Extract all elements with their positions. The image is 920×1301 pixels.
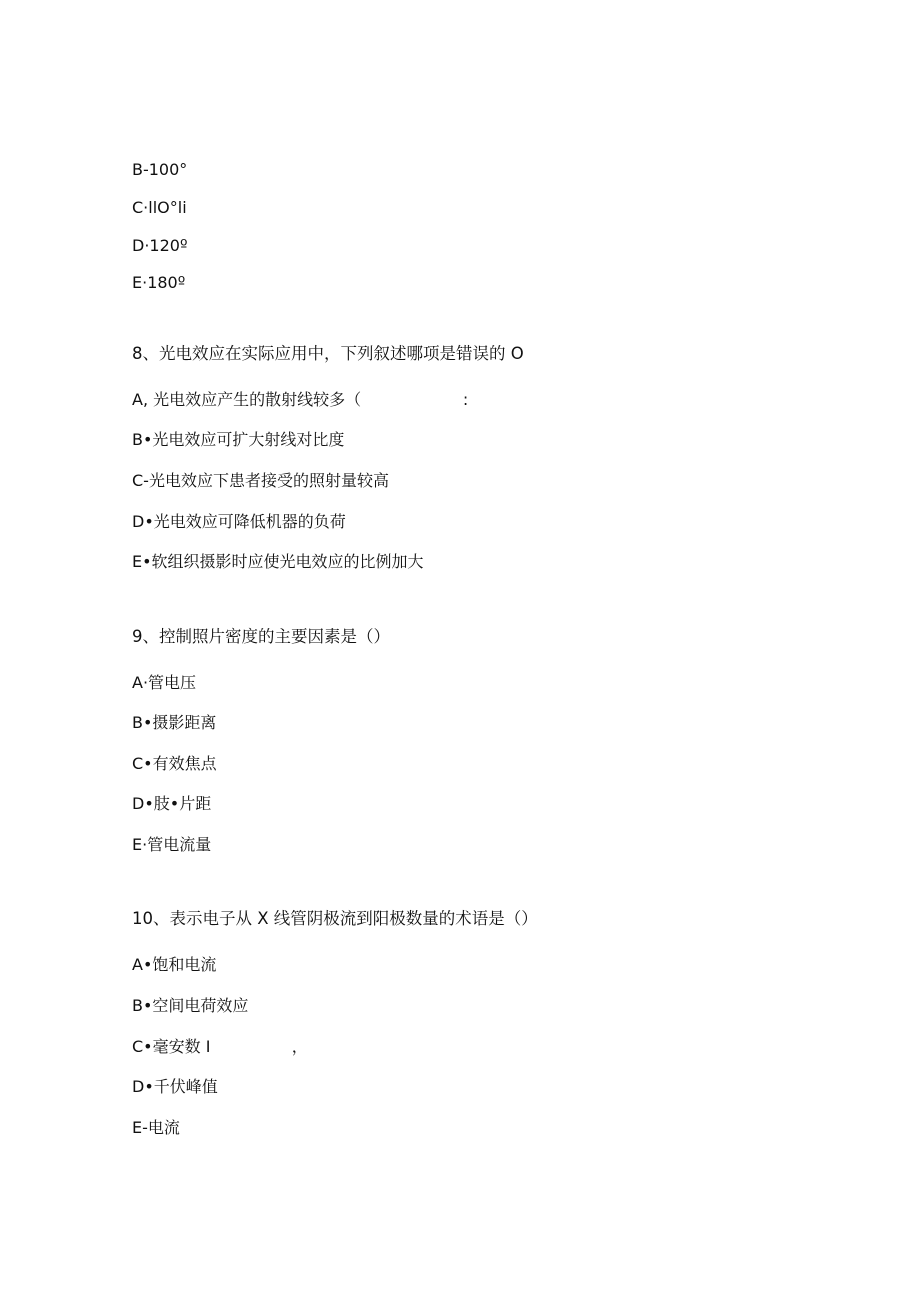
q10-option-b: B•空间电荷效应: [132, 996, 249, 1015]
q8-option-b: B•光电效应可扩大射线对比度: [132, 430, 345, 449]
q10-option-a: A•饱和电流: [132, 955, 217, 974]
q8-option-a: A, 光电效应产生的散射线较多（ :: [132, 390, 469, 409]
q9-option-c: C•有效焦点: [132, 754, 217, 773]
q8-question: 8、光电效应在实际应用中，下列叙述哪项是错误的 O: [132, 344, 524, 363]
q8-option-d: D•光电效应可降低机器的负荷: [132, 512, 346, 531]
q7-option-d: D·120º: [132, 236, 188, 255]
q10-option-d: D•千伏峰值: [132, 1077, 218, 1096]
q10-question: 10、表示电子从 X 线管阴极流到阳极数量的术语是（）: [132, 909, 538, 928]
q9-question: 9、控制照片密度的主要因素是（）: [132, 627, 390, 646]
q7-option-b: B-100°: [132, 160, 188, 179]
q8-option-c: C-光电效应下患者接受的照射量较高: [132, 471, 389, 490]
q10-option-e: E-电流: [132, 1118, 180, 1137]
q8-option-e: E•软组织摄影时应使光电效应的比例加大: [132, 552, 424, 571]
q7-option-e: E·180º: [132, 273, 186, 292]
q9-option-e: E·管电流量: [132, 835, 212, 854]
q9-option-b: B•摄影距离: [132, 713, 217, 732]
q7-option-c: C·llO°li: [132, 198, 187, 217]
q9-option-d: D•肢•片距: [132, 794, 212, 813]
q10-option-c: C•毫安数 I ，: [132, 1037, 308, 1056]
q9-option-a: A·管电压: [132, 673, 197, 692]
